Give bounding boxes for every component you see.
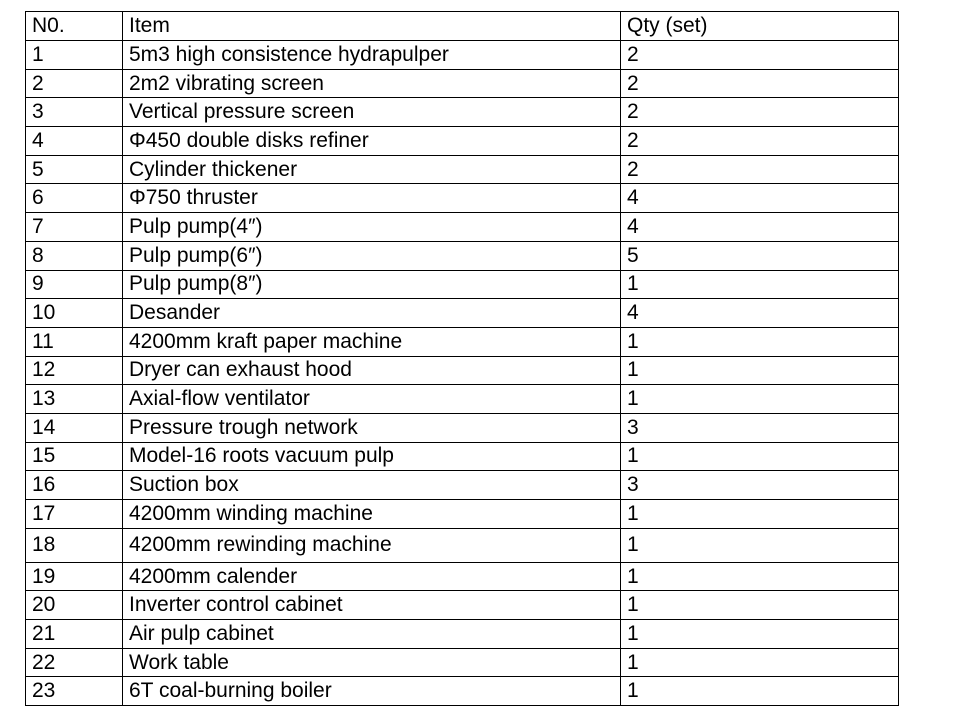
row-number-cell: 17 [26,500,123,529]
table-row [26,442,899,471]
row-number-cell: 23 [26,677,123,706]
item-name-cell: 2m2 vibrating screen [123,69,621,98]
header-item: Item [123,12,621,41]
item-name-cell: 5m3 high consistence hydrapulper [123,41,621,70]
table-row [26,528,899,562]
item-name-cell: 4200mm rewinding machine [123,528,621,562]
table-row [26,184,899,213]
quantity-cell: 5 [621,241,899,270]
item-name-cell: Air pulp cabinet [123,620,621,649]
row-number-cell: 21 [26,620,123,649]
table-row [26,69,899,98]
row-number-cell: 14 [26,413,123,442]
row-number-cell: 11 [26,327,123,356]
quantity-cell: 3 [621,413,899,442]
quantity-cell: 1 [621,442,899,471]
row-number-cell: 20 [26,591,123,620]
table-row [26,98,899,127]
quantity-cell: 2 [621,41,899,70]
item-name-cell: Axial-flow ventilator [123,385,621,414]
row-number-cell: 8 [26,241,123,270]
quantity-cell: 4 [621,299,899,328]
quantity-cell: 1 [621,327,899,356]
table-row [26,648,899,677]
table-row [26,270,899,299]
table-row [26,620,899,649]
item-name-cell: Inverter control cabinet [123,591,621,620]
item-name-cell: 4200mm kraft paper machine [123,327,621,356]
equipment-table [25,11,899,706]
row-number-cell: 10 [26,299,123,328]
row-number-cell: 12 [26,356,123,385]
row-number-cell: 9 [26,270,123,299]
row-number-cell: 4 [26,127,123,156]
item-name-cell: Pulp pump(6″) [123,241,621,270]
item-name-cell: Model-16 roots vacuum pulp [123,442,621,471]
item-name-cell: Φ750 thruster [123,184,621,213]
item-name-cell: Suction box [123,471,621,500]
quantity-cell: 4 [621,184,899,213]
row-number-cell: 13 [26,385,123,414]
table-row [26,591,899,620]
row-number-cell: 3 [26,98,123,127]
item-name-cell: Vertical pressure screen [123,98,621,127]
quantity-cell: 1 [621,648,899,677]
table-row [26,241,899,270]
quantity-cell: 1 [621,562,899,591]
quantity-cell: 2 [621,98,899,127]
item-name-cell: Pressure trough network [123,413,621,442]
row-number-cell: 22 [26,648,123,677]
table-row [26,562,899,591]
table-row [26,500,899,529]
item-name-cell: 4200mm winding machine [123,500,621,529]
quantity-cell: 1 [621,591,899,620]
quantity-cell: 3 [621,471,899,500]
quantity-cell: 1 [621,500,899,529]
item-name-cell: 4200mm calender [123,562,621,591]
item-name-cell: Pulp pump(4″) [123,213,621,242]
item-name-cell: Pulp pump(8″) [123,270,621,299]
table-row [26,41,899,70]
table-row [26,155,899,184]
quantity-cell: 1 [621,620,899,649]
item-name-cell: 6T coal-burning boiler [123,677,621,706]
table-row [26,127,899,156]
table-row [26,356,899,385]
row-number-cell: 5 [26,155,123,184]
quantity-cell: 1 [621,528,899,562]
table-row [26,471,899,500]
table-row [26,677,899,706]
item-name-cell: Dryer can exhaust hood [123,356,621,385]
row-number-cell: 18 [26,528,123,562]
table-row [26,213,899,242]
row-number-cell: 1 [26,41,123,70]
row-number-cell: 2 [26,69,123,98]
table-row [26,385,899,414]
item-name-cell: Φ450 double disks refiner [123,127,621,156]
item-name-cell: Work table [123,648,621,677]
quantity-cell: 2 [621,155,899,184]
row-number-cell: 19 [26,562,123,591]
item-name-cell: Desander [123,299,621,328]
quantity-cell: 2 [621,127,899,156]
row-number-cell: 16 [26,471,123,500]
quantity-cell: 2 [621,69,899,98]
header-qty: Qty (set) [621,12,899,41]
row-number-cell: 7 [26,213,123,242]
table-row [26,327,899,356]
header-no: N0. [26,12,123,41]
quantity-cell: 1 [621,270,899,299]
quantity-cell: 1 [621,677,899,706]
table-header-row [26,12,899,41]
quantity-cell: 1 [621,385,899,414]
table-row [26,299,899,328]
row-number-cell: 6 [26,184,123,213]
item-name-cell: Cylinder thickener [123,155,621,184]
quantity-cell: 4 [621,213,899,242]
quantity-cell: 1 [621,356,899,385]
table-row [26,413,899,442]
row-number-cell: 15 [26,442,123,471]
